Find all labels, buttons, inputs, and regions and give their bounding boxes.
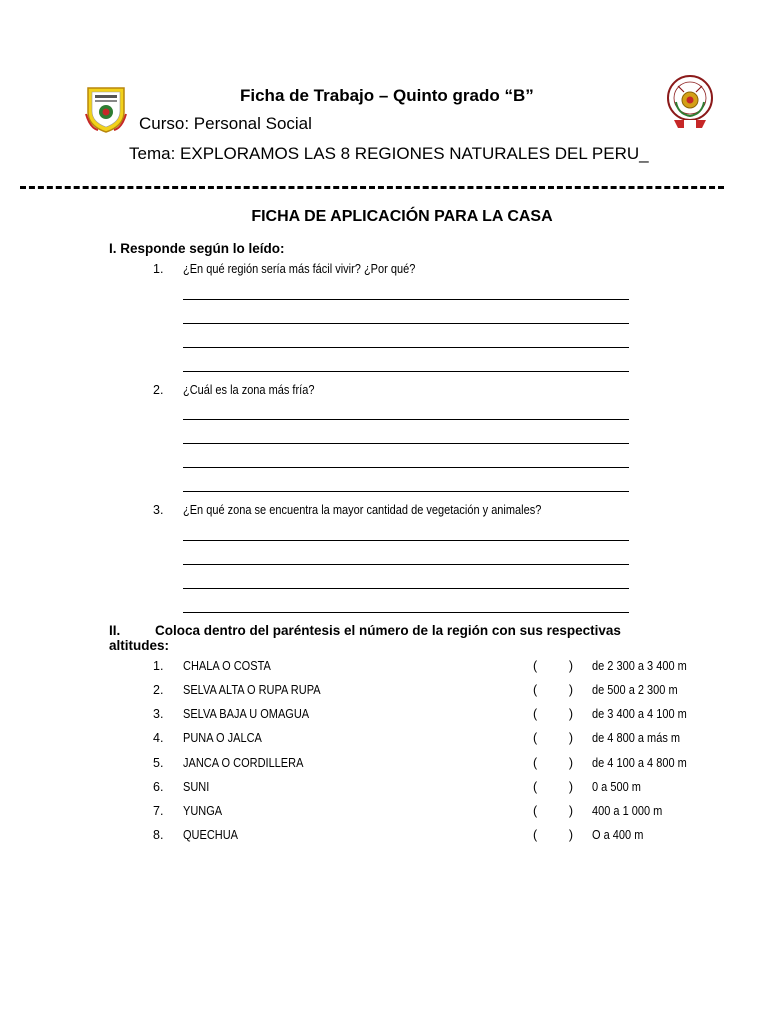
- section-one-heading: I. Responde según lo leído:: [109, 241, 285, 256]
- answer-parenthesis[interactable]: [533, 756, 573, 770]
- section-two-number: II.: [109, 623, 121, 638]
- school-crest-icon: [84, 84, 128, 134]
- answer-line[interactable]: [183, 564, 629, 565]
- close-paren: ): [568, 659, 573, 673]
- section-two-heading: Coloca dentro del paréntesis el número de la región con sus respectivas: [155, 623, 621, 638]
- open-paren: (: [533, 803, 538, 818]
- open-paren: (: [533, 779, 538, 794]
- close-paren: ): [568, 707, 573, 722]
- close-paren: ): [568, 731, 573, 746]
- answer-line[interactable]: [183, 467, 629, 468]
- answer-line[interactable]: [183, 323, 629, 324]
- altitude-range: de 500 a 2 300 m: [592, 683, 678, 698]
- answer-line[interactable]: [183, 588, 629, 589]
- answer-parenthesis[interactable]: [533, 804, 573, 818]
- region-number: 6.: [153, 779, 164, 794]
- region-name: SELVA BAJA U OMAGUA: [183, 707, 310, 722]
- answer-line[interactable]: [183, 371, 629, 372]
- answer-parenthesis[interactable]: [533, 683, 573, 697]
- region-name: YUNGA: [183, 803, 223, 818]
- answer-line[interactable]: [183, 347, 629, 348]
- altitude-range: de 2 300 a 3 400 m: [592, 659, 687, 673]
- open-paren: (: [533, 731, 538, 746]
- question-text: ¿En qué zona se encuentra la mayor cantidad de vegetación y animales?: [183, 503, 542, 517]
- region-number: 1.: [153, 659, 164, 673]
- question-number: 2.: [153, 383, 164, 397]
- altitude-range: O a 400 m: [592, 828, 644, 843]
- close-paren: ): [568, 828, 573, 843]
- army-emblem-icon: [664, 74, 716, 130]
- altitude-range: de 4 100 a 4 800 m: [592, 755, 687, 770]
- open-paren: (: [533, 683, 538, 698]
- altitude-range: 400 a 1 000 m: [592, 803, 663, 818]
- region-name: PUNA O JALCA: [183, 731, 262, 746]
- question-text: ¿Cuál es la zona más fría?: [183, 383, 315, 397]
- answer-parenthesis[interactable]: [533, 659, 573, 673]
- altitude-range: 0 a 500 m: [592, 779, 641, 794]
- region-number: 5.: [153, 755, 164, 770]
- question-number: 1.: [153, 262, 164, 276]
- answer-parenthesis[interactable]: [533, 731, 573, 745]
- altitude-range: de 3 400 a 4 100 m: [592, 707, 687, 722]
- open-paren: (: [533, 659, 538, 673]
- region-name: CHALA O COSTA: [183, 659, 271, 673]
- region-number: 8.: [153, 828, 164, 843]
- open-paren: (: [533, 828, 538, 843]
- answer-line[interactable]: [183, 299, 629, 300]
- page-title: Ficha de Trabajo – Quinto grado “B”: [240, 86, 534, 105]
- worksheet-subtitle: FICHA DE APLICACIÓN PARA LA CASA: [251, 208, 553, 225]
- region-name: JANCA O CORDILLERA: [183, 755, 304, 770]
- region-number: 4.: [153, 731, 164, 746]
- altitude-range: de 4 800 a más m: [592, 731, 681, 746]
- answer-parenthesis[interactable]: [533, 780, 573, 794]
- answer-parenthesis[interactable]: [533, 707, 573, 721]
- open-paren: (: [533, 707, 538, 722]
- dashed-divider: [20, 186, 724, 189]
- open-paren: (: [533, 755, 538, 770]
- answer-line[interactable]: [183, 419, 629, 420]
- region-name: SELVA ALTA O RUPA RUPA: [183, 683, 321, 698]
- region-number: 7.: [153, 803, 164, 818]
- answer-line[interactable]: [183, 491, 629, 492]
- section-two-heading-continued: altitudes:: [109, 638, 170, 653]
- answer-line[interactable]: [183, 443, 629, 444]
- region-number: 3.: [153, 707, 164, 722]
- region-name: SUNI: [183, 779, 210, 794]
- region-name: QUECHUA: [183, 828, 239, 843]
- answer-parenthesis[interactable]: [533, 828, 573, 842]
- answer-line[interactable]: [183, 612, 629, 613]
- course-label: Curso: Personal Social: [139, 114, 312, 133]
- close-paren: ): [568, 755, 573, 770]
- question-text: ¿En qué región sería más fácil vivir? ¿Por qué?: [183, 262, 416, 276]
- answer-line[interactable]: [183, 540, 629, 541]
- close-paren: ): [568, 803, 573, 818]
- question-number: 3.: [153, 503, 164, 517]
- close-paren: ): [568, 779, 573, 794]
- close-paren: ): [568, 683, 573, 698]
- region-number: 2.: [153, 683, 164, 698]
- theme-label: Tema: EXPLORAMOS LAS 8 REGIONES NATURALES DEL PERU_: [129, 144, 649, 163]
